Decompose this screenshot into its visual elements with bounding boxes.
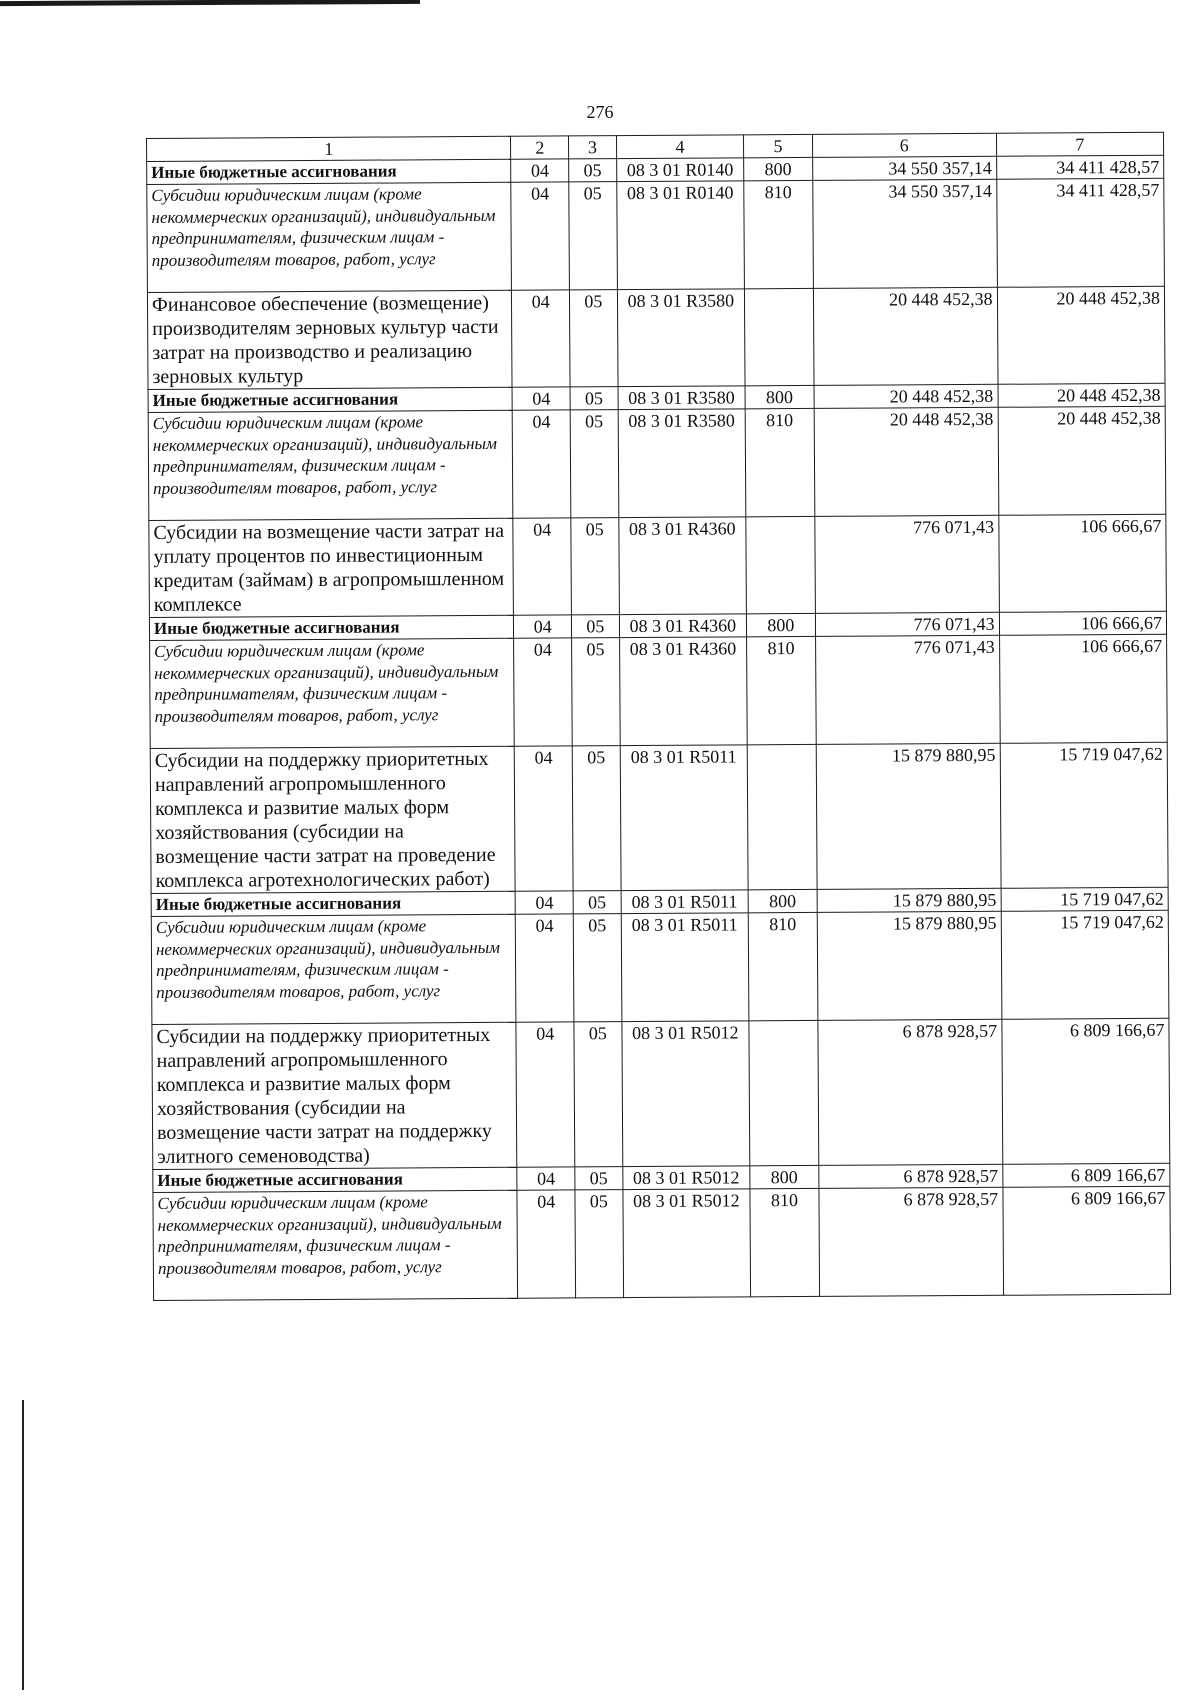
row-name-cell: Субсидии на возмещение части затрат на уплату процентов по инвестиционным кредитам (займам) в агропромышленном комплексе xyxy=(149,518,514,617)
table-row xyxy=(152,1018,1170,1169)
subsection-code-cell: 05 xyxy=(572,746,621,891)
subsection-code-cell: 05 xyxy=(570,387,618,410)
section-code-cell: 04 xyxy=(511,159,569,182)
target-article-cell: 08 3 01 R5011 xyxy=(621,890,749,914)
section-code-cell: 04 xyxy=(513,410,571,518)
expense-type-cell: 800 xyxy=(745,385,814,408)
budget-table xyxy=(146,132,1171,1301)
header-cell: 3 xyxy=(569,136,617,159)
table-row xyxy=(150,634,1168,748)
scan-edge-left xyxy=(22,1400,24,1690)
subsection-code-cell: 05 xyxy=(575,1167,623,1190)
target-article-cell: 08 3 01 R3580 xyxy=(618,409,746,518)
header-cell: 6 xyxy=(812,133,996,157)
table-row xyxy=(150,742,1168,893)
amount-year2-cell: 15 719 047,62 xyxy=(1001,887,1168,911)
row-name-cell: Иные бюджетные ассигнования xyxy=(153,1167,518,1192)
amount-year1-cell: 34 550 357,14 xyxy=(813,179,998,288)
amount-year2-cell: 106 666,67 xyxy=(999,634,1167,743)
amount-year1-cell: 34 550 357,14 xyxy=(812,156,996,180)
amount-year2-cell: 15 719 047,62 xyxy=(1001,910,1169,1019)
header-cell: 1 xyxy=(147,136,512,161)
subsection-code-cell: 05 xyxy=(569,290,617,387)
table-row xyxy=(147,286,1165,389)
amount-year2-cell: 6 809 166,67 xyxy=(1002,1163,1169,1187)
table-row xyxy=(149,514,1167,617)
amount-year1-cell: 776 071,43 xyxy=(815,635,1000,744)
expense-type-cell: 810 xyxy=(744,180,813,288)
subsection-code-cell: 05 xyxy=(570,410,618,518)
section-code-cell: 04 xyxy=(512,387,570,410)
header-cell: 4 xyxy=(616,135,744,159)
amount-year2-cell: 15 719 047,62 xyxy=(1000,742,1168,888)
header-cell: 2 xyxy=(511,136,569,159)
section-code-cell: 04 xyxy=(514,615,572,638)
amount-year1-cell: 20 448 452,38 xyxy=(813,287,997,385)
amount-year2-cell: 106 666,67 xyxy=(998,514,1166,612)
header-cell: 5 xyxy=(744,134,813,157)
header-cell: 7 xyxy=(996,132,1163,156)
section-code-cell: 04 xyxy=(515,746,573,891)
subsection-code-cell: 05 xyxy=(569,182,617,290)
amount-year1-cell: 15 879 880,95 xyxy=(817,911,1002,1020)
subsection-code-cell: 05 xyxy=(572,638,620,746)
amount-year1-cell: 6 878 928,57 xyxy=(818,1019,1003,1165)
target-article-cell: 08 3 01 R0140 xyxy=(616,181,744,290)
expense-type-cell xyxy=(747,744,817,889)
amount-year2-cell: 20 448 452,38 xyxy=(998,383,1165,407)
section-code-cell: 04 xyxy=(513,518,571,615)
scan-edge-top xyxy=(0,0,420,6)
subsection-code-cell: 05 xyxy=(569,159,617,182)
row-name-cell: Субсидии юридическим лицам (кроме некоммерческих организаций), индивидуальным предпринимателям, физическим лицам - производителям товаров, работ, услуг xyxy=(150,638,515,748)
amount-year1-cell: 776 071,43 xyxy=(815,612,999,636)
subsection-code-cell: 05 xyxy=(573,891,621,914)
amount-year1-cell: 20 448 452,38 xyxy=(814,407,999,516)
expense-type-cell: 810 xyxy=(748,912,817,1020)
amount-year2-cell: 20 448 452,38 xyxy=(997,286,1165,384)
expense-type-cell xyxy=(745,288,814,385)
target-article-cell: 08 3 01 R4360 xyxy=(619,637,747,746)
target-article-cell: 08 3 01 R4360 xyxy=(619,517,747,615)
expense-type-cell: 810 xyxy=(747,636,816,744)
amount-year2-cell: 106 666,67 xyxy=(999,611,1166,635)
expense-type-cell: 810 xyxy=(745,408,814,516)
document-body xyxy=(146,132,1171,1301)
expense-type-cell: 810 xyxy=(750,1188,819,1296)
target-article-cell: 08 3 01 R5012 xyxy=(622,1166,750,1190)
amount-year1-cell: 6 878 928,57 xyxy=(819,1164,1003,1188)
row-name-cell: Субсидии юридическим лицам (кроме некоммерческих организаций), индивидуальным предпринимателям, физическим лицам - производителям товаров, работ, услуг xyxy=(147,182,512,292)
amount-year1-cell: 20 448 452,38 xyxy=(814,384,998,408)
target-article-cell: 08 3 01 R4360 xyxy=(619,614,747,638)
table-body xyxy=(147,132,1171,1300)
row-name-cell: Субсидии юридическим лицам (кроме некоммерческих организаций), индивидуальным предпринимателям, физическим лицам - производителям товаров, работ, услуг xyxy=(151,914,516,1024)
amount-year1-cell: 15 879 880,95 xyxy=(816,743,1001,889)
expense-type-cell: 800 xyxy=(748,889,817,912)
subsection-code-cell: 05 xyxy=(573,914,621,1022)
amount-year2-cell: 20 448 452,38 xyxy=(998,406,1166,515)
amount-year2-cell: 6 809 166,67 xyxy=(1002,1018,1170,1164)
section-code-cell: 04 xyxy=(512,290,570,387)
expense-type-cell: 800 xyxy=(750,1165,819,1188)
section-code-cell: 04 xyxy=(517,1190,575,1298)
target-article-cell: 08 3 01 R5011 xyxy=(620,745,748,891)
table-row xyxy=(147,178,1165,292)
table-row xyxy=(148,406,1166,520)
target-article-cell: 08 3 01 R5011 xyxy=(621,913,749,1022)
target-article-cell: 08 3 01 R3580 xyxy=(618,386,746,410)
amount-year2-cell: 34 411 428,57 xyxy=(996,155,1163,179)
subsection-code-cell: 05 xyxy=(575,1190,623,1298)
expense-type-cell: 800 xyxy=(746,613,815,636)
subsection-code-cell: 05 xyxy=(574,1022,623,1167)
subsection-code-cell: 05 xyxy=(571,518,619,615)
section-code-cell: 04 xyxy=(511,182,569,290)
section-code-cell: 04 xyxy=(516,1022,574,1167)
amount-year1-cell: 15 879 880,95 xyxy=(817,888,1001,912)
target-article-cell: 08 3 01 R5012 xyxy=(623,1189,751,1298)
row-name-cell: Субсидии юридическим лицам (кроме некоммерческих организаций), индивидуальным предпринимателям, физическим лицам - производителям товаров, работ, услуг xyxy=(153,1190,518,1300)
row-name-cell: Финансовое обеспечение (возмещение) производителям зерновых культур части затрат на производство и реализацию зерновых культур xyxy=(147,290,512,389)
section-code-cell: 04 xyxy=(514,638,572,746)
subsection-code-cell: 05 xyxy=(571,615,619,638)
row-name-cell: Субсидии на поддержку приоритетных направлений агропромышленного комплекса и развитие малых форм хозяйствования (субсидии на возмещение части затрат на поддержку элитного семеноводства) xyxy=(152,1022,517,1169)
target-article-cell: 08 3 01 R0140 xyxy=(616,158,744,182)
row-name-cell: Субсидии на поддержку приоритетных направлений агропромышленного комплекса и развитие малых форм хозяйствования (субсидии на возмещение части затрат на проведение комплекса агротехнологических работ) xyxy=(150,746,515,893)
target-article-cell: 08 3 01 R5012 xyxy=(622,1021,750,1167)
section-code-cell: 04 xyxy=(517,1167,575,1190)
row-name-cell: Иные бюджетные ассигнования xyxy=(149,615,514,640)
row-name-cell: Субсидии юридическим лицам (кроме некоммерческих организаций), индивидуальным предпринимателям, физическим лицам - производителям товаров, работ, услуг xyxy=(148,410,513,520)
amount-year1-cell: 776 071,43 xyxy=(815,515,999,613)
expense-type-cell xyxy=(746,516,815,613)
row-name-cell: Иные бюджетные ассигнования xyxy=(148,387,513,412)
target-article-cell: 08 3 01 R3580 xyxy=(617,289,745,387)
section-code-cell: 04 xyxy=(516,914,574,1022)
row-name-cell: Иные бюджетные ассигнования xyxy=(147,159,512,184)
amount-year2-cell: 6 809 166,67 xyxy=(1003,1186,1171,1295)
expense-type-cell: 800 xyxy=(744,157,813,180)
table-row xyxy=(153,1186,1171,1300)
table-row xyxy=(151,910,1169,1024)
section-code-cell: 04 xyxy=(516,891,574,914)
row-name-cell: Иные бюджетные ассигнования xyxy=(151,891,516,916)
amount-year1-cell: 6 878 928,57 xyxy=(819,1187,1004,1296)
amount-year2-cell: 34 411 428,57 xyxy=(996,178,1164,287)
expense-type-cell xyxy=(749,1020,819,1165)
page-number: 276 xyxy=(586,102,614,122)
